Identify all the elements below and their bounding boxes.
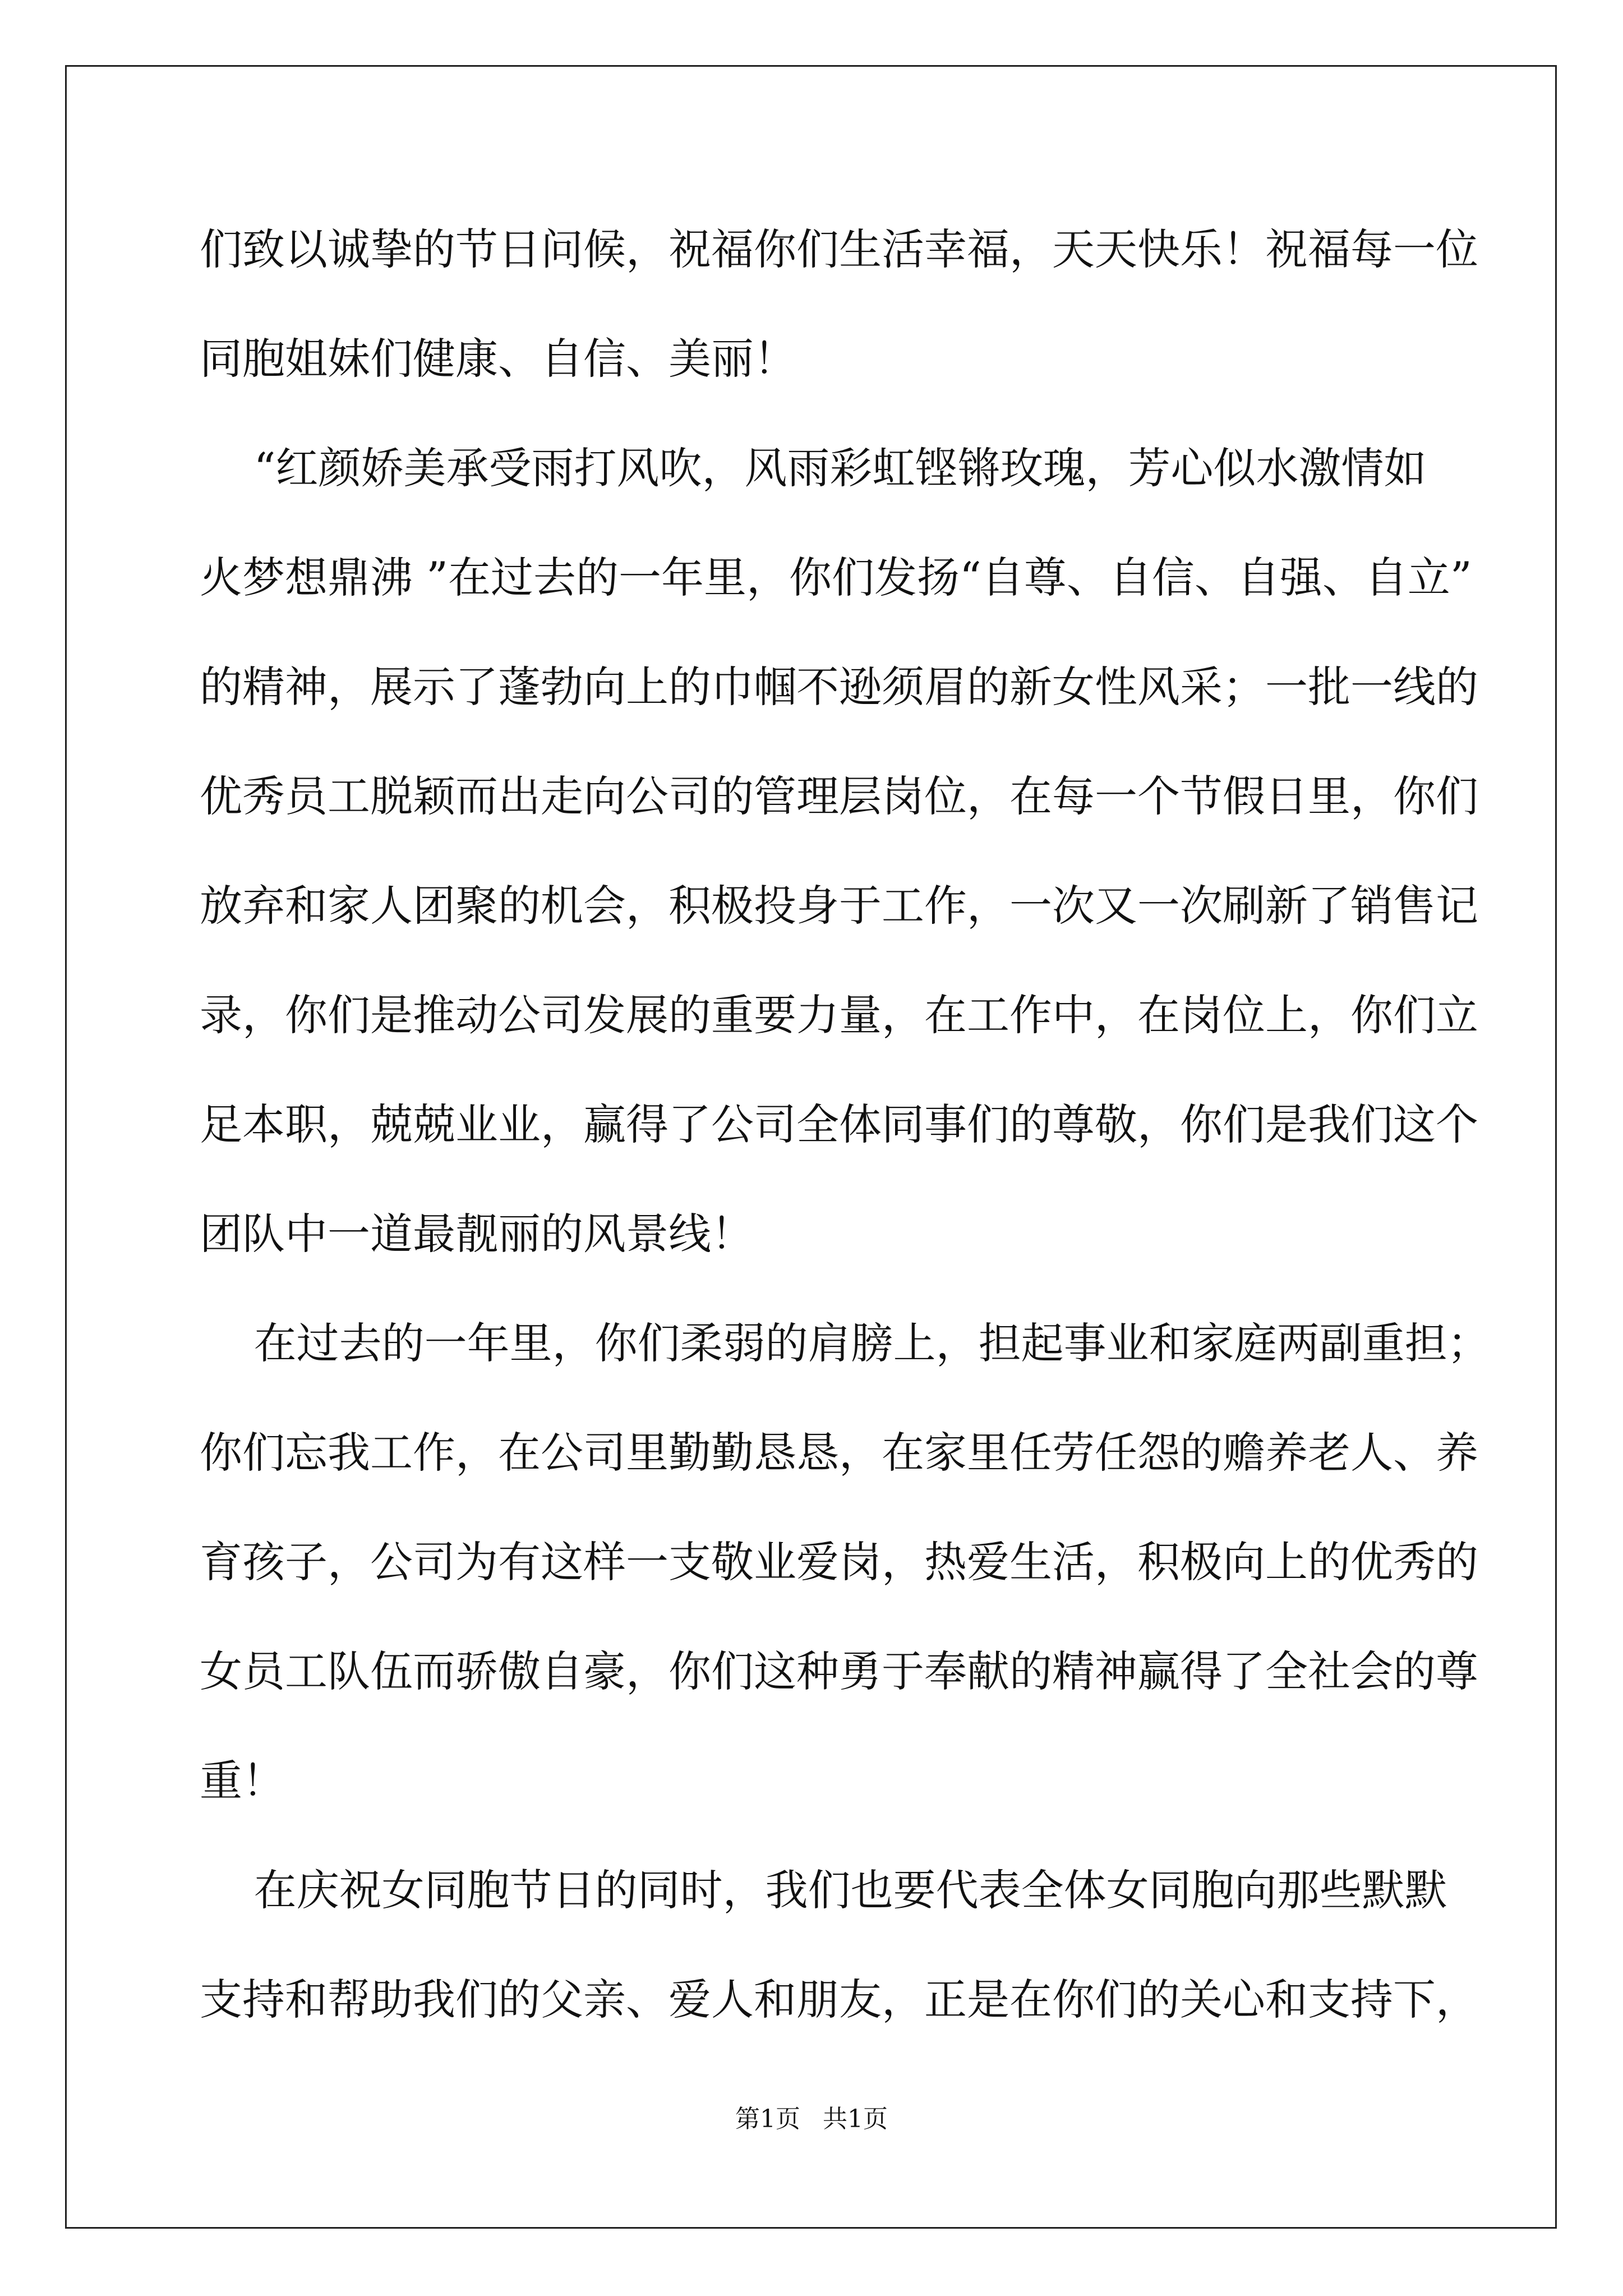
text-line: 女员工队伍而骄傲自豪，你们这种勇于奉献的精神赢得了全社会的尊 xyxy=(200,1646,1478,1696)
text-line: 重！ xyxy=(200,1756,285,1806)
text-line: 团队中一道最靓丽的风景线！ xyxy=(200,1209,754,1259)
text-line: 同胞姐妹们健康、自信、美丽！ xyxy=(200,334,796,384)
text-line: “红颜娇美承受雨打风吹，风雨彩虹铿锵玫瑰，芳心似水激情如 xyxy=(200,443,1427,493)
page-number: 第1页 xyxy=(735,2105,800,2133)
text-line: 火梦想鼎沸 ”在过去的一年里，你们发扬“自尊、自信、自强、自立” xyxy=(200,553,1472,602)
text-line: 录，你们是推动公司发展的重要力量，在工作中，在岗位上，你们立 xyxy=(200,990,1478,1040)
text-line: 放弃和家人团聚的机会，积极投身于工作，一次又一次刷新了销售记 xyxy=(200,881,1478,931)
page-total: 共1页 xyxy=(823,2105,888,2133)
text-line: 足本职，兢兢业业，赢得了公司全体同事们的尊敬，你们是我们这个 xyxy=(200,1099,1478,1149)
page-footer xyxy=(0,2102,1623,2136)
text-line: 在庆祝女同胞节日的同时，我们也要代表全体女同胞向那些默默 xyxy=(200,1865,1447,1915)
text-line: 优秀员工脱颖而出走向公司的管理层岗位，在每一个节假日里，你们 xyxy=(200,771,1478,821)
text-line: 的精神，展示了蓬勃向上的巾帼不逊须眉的新女性风采；一批一线的 xyxy=(200,662,1478,712)
text-line: 你们忘我工作，在公司里勤勤恳恳，在家里任劳任怨的赡养老人、养 xyxy=(200,1428,1478,1478)
text-line: 支持和帮助我们的父亲、爱人和朋友，正是在你们的关心和支持下， xyxy=(200,1975,1478,2024)
text-line: 育孩子，公司为有这样一支敬业爱岗，热爱生活，积极向上的优秀的 xyxy=(200,1537,1478,1587)
text-line: 在过去的一年里，你们柔弱的肩膀上，担起事业和家庭两副重担； xyxy=(200,1318,1490,1368)
text-line: 们致以诚挚的节日问候，祝福你们生活幸福，天天快乐！祝福每一位 xyxy=(200,224,1478,274)
